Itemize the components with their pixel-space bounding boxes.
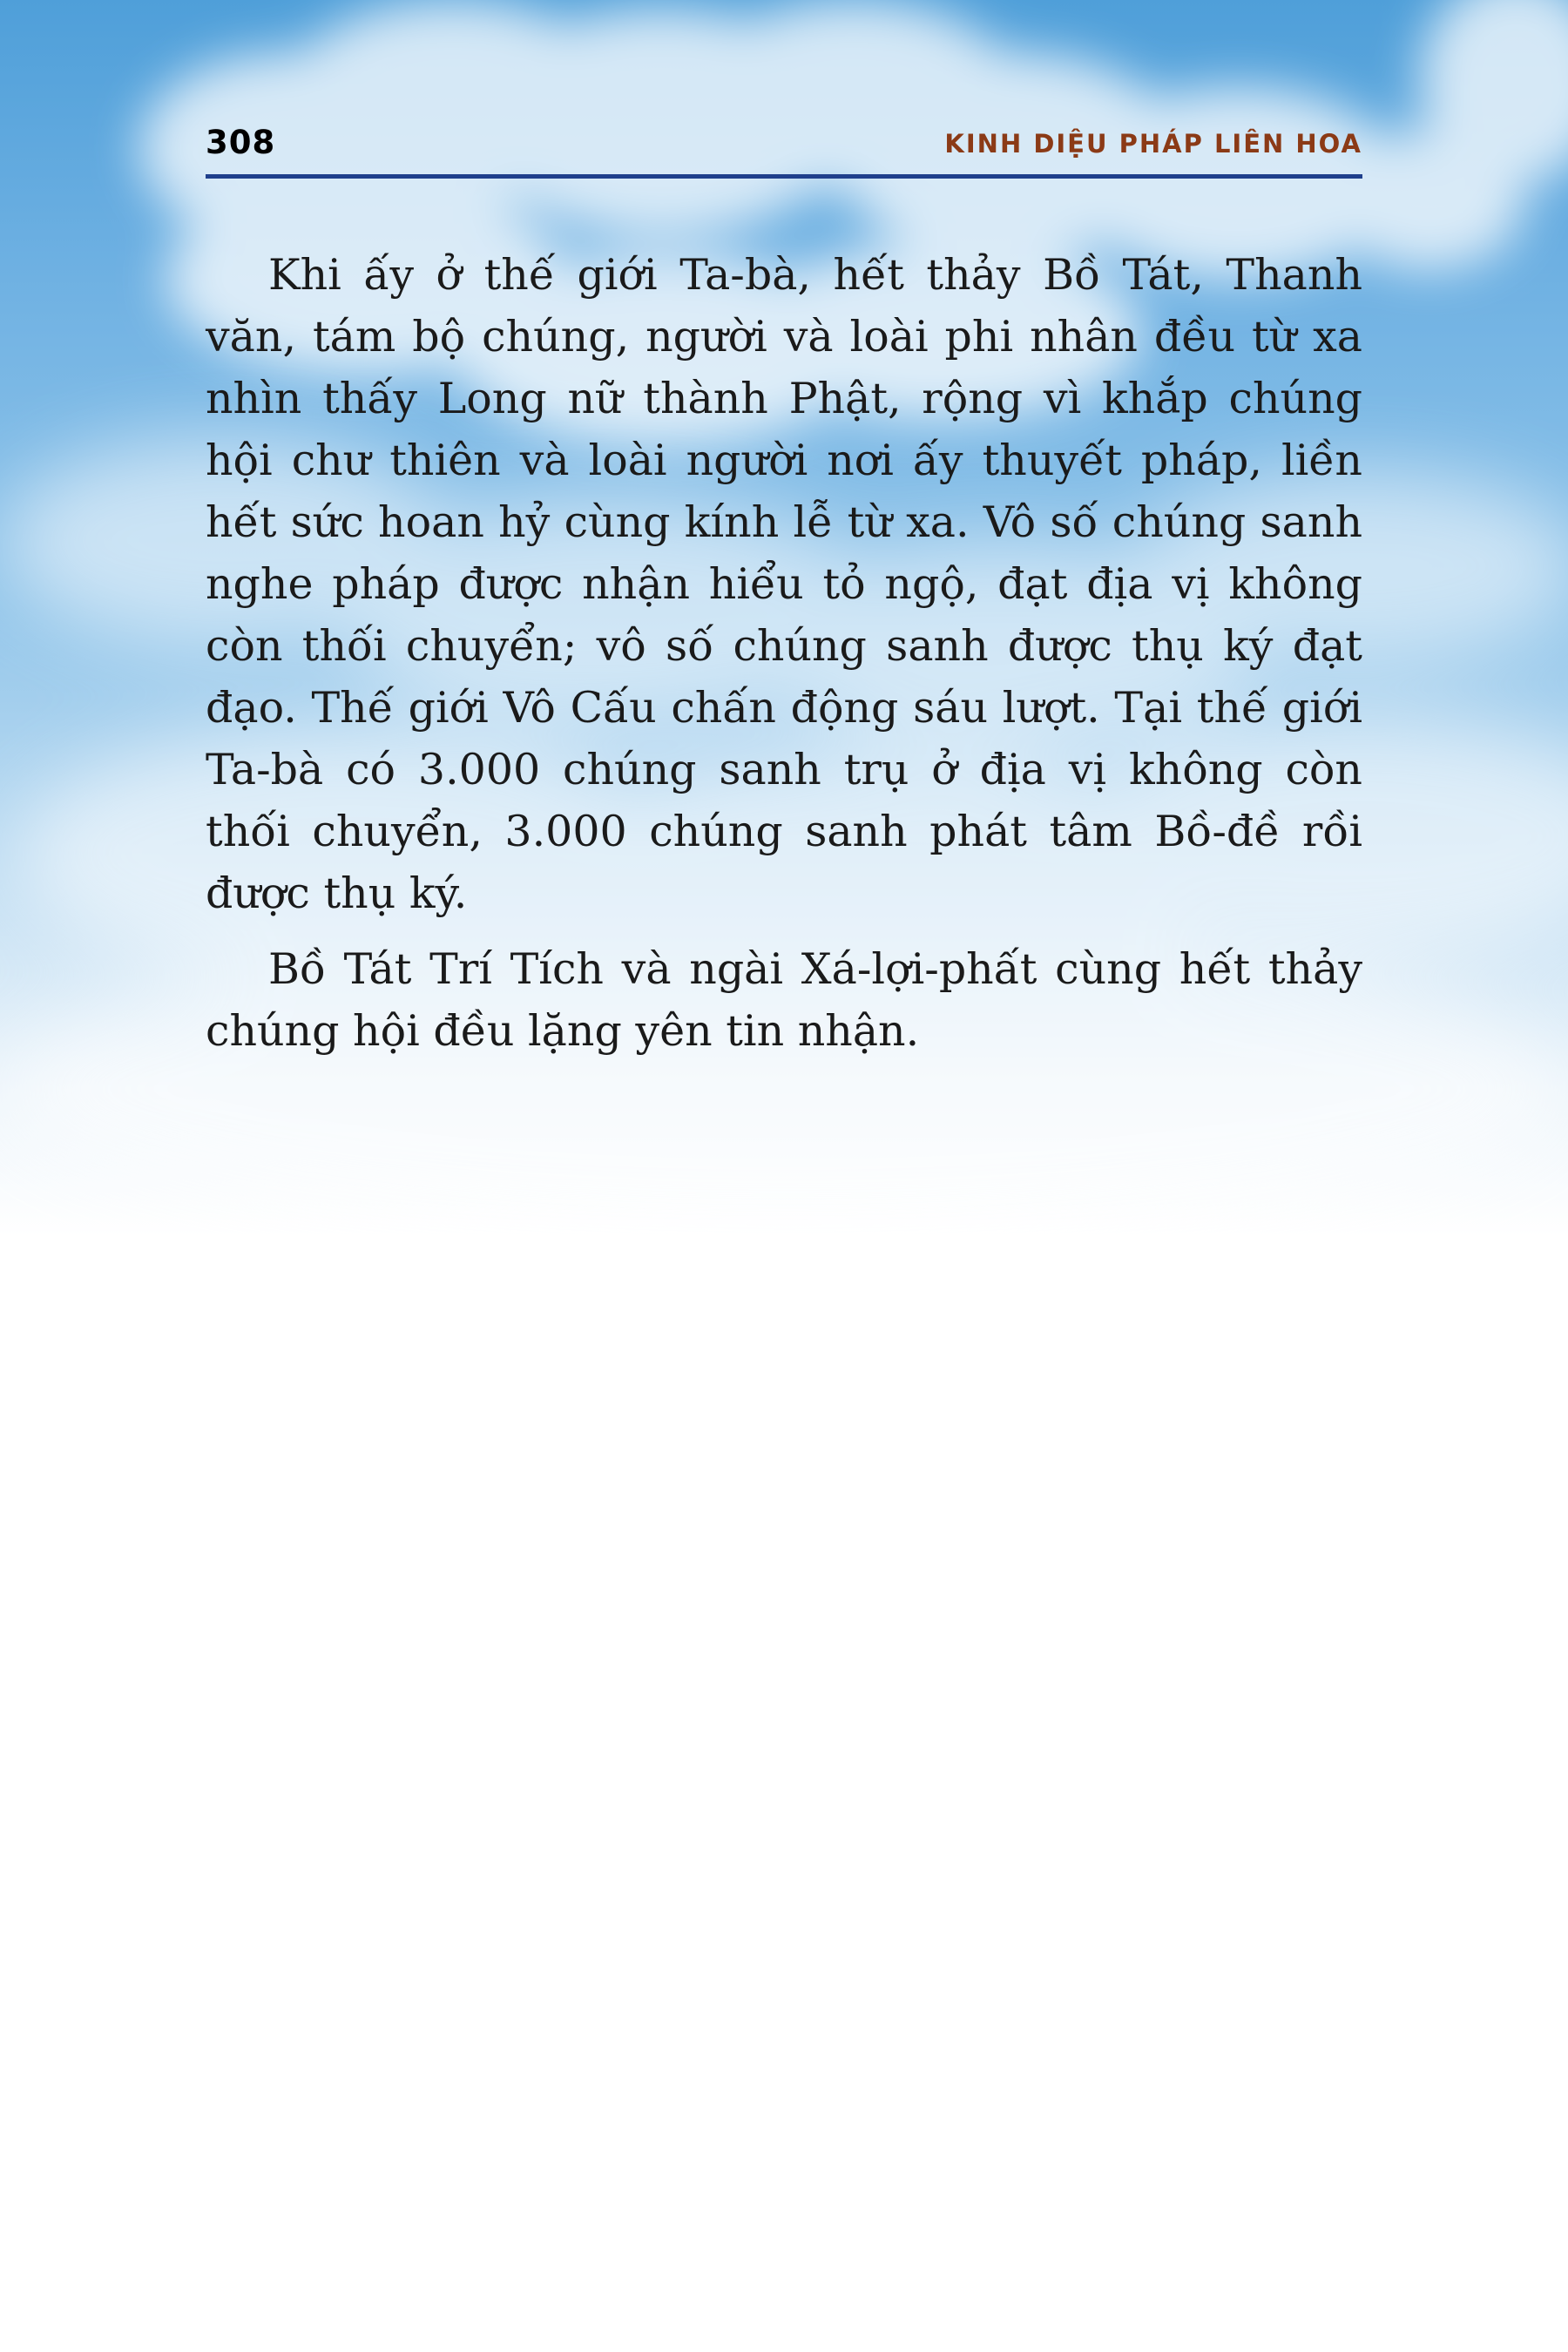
paragraph: Bồ Tát Trí Tích và ngài Xá-lợi-phất cùng hết thảy chúng hội đều lặng yên tin nhận. — [206, 944, 1362, 1056]
paragraph: Khi ấy ở thế giới Ta-bà, hết thảy Bồ Tát, Thanh văn, tám bộ chúng, người và loài phi nhân đều từ xa nhìn thấy Long nữ thành Phật, rộng vì khắp chúng hội chư thiên và loài người nơi ấy thuyết pháp, liền hết sức hoan hỷ cùng kính lễ từ xa. Vô số chúng sanh nghe pháp được nhận hiểu tỏ ngộ, đạt địa vị không còn thối chuyển; vô số chúng sanh được thụ ký đạt đạo. Thế giới Vô Cấu chấn động sáu lượt. Tại thế giới Ta-bà có 3.000 chúng sanh trụ ở địa vị không còn thối chuyển, 3.000 chúng sanh phát tâm Bồ-đề rồi được thụ ký. — [206, 250, 1362, 918]
page-header — [206, 124, 1362, 174]
header-divider — [206, 174, 1362, 179]
body-text — [206, 244, 1362, 1076]
running-title: KINH DIỆU PHÁP LIÊN HOA — [944, 129, 1362, 159]
page-number: 308 — [206, 124, 276, 161]
